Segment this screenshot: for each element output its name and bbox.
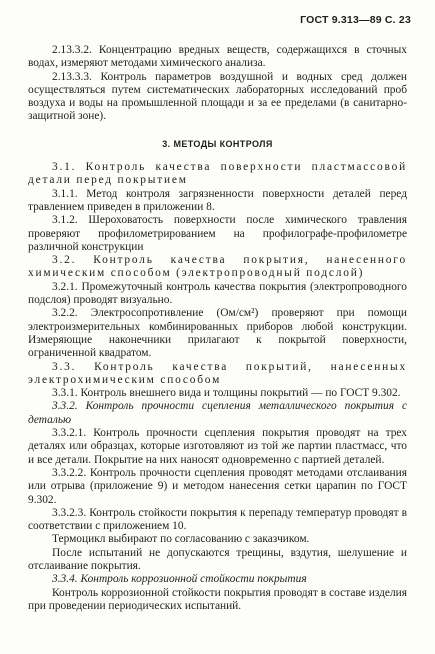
heading-3-3: 3.3. Контроль качества покрытий, нанесенных электрохимическим способом	[28, 360, 407, 386]
paragraph-thermocycle: Термоцикл выбирают по согласованию с заказчиком.	[52, 533, 310, 546]
paragraph-3-3-2-2: 3.3.2.2. Контроль прочности сцепления проводят методами отслаивания или отрыва (приложение 9) и методом нанесения сетки царапин по ГОСТ 9.302.	[28, 466, 407, 506]
heading-3-2: 3.2. Контроль качества покрытия, нанесенного химическим способом (электропроводный подслой)	[28, 254, 407, 280]
paragraph-3-2-2: 3.2.2. Электросопротивление (Ом/см²) проверяют при помощи электроизмерительных комбинированных приборов любой конструкции. Измеряющие наконечники прилагают к покрытой поверхности, ограниченной квадратом.	[28, 307, 407, 360]
paragraph-after-tests: После испытаний не допускаются трещины, вздутия, шелушение и отслаивание покрытия.	[28, 546, 407, 572]
heading-3-3-2: 3.3.2. Контроль прочности сцепления металлического покрытия с деталью	[28, 400, 407, 426]
paragraph-3-1-2: 3.1.2. Шероховатость поверхности после химического травления проверяют профилометрированием на профилографе-профилометре различной конструкции	[28, 214, 407, 253]
paragraph-3-3-2-3: 3.3.2.3. Контроль стойкости покрытия к перепаду температур проводят в соответствии с приложением 10.	[28, 506, 407, 533]
paragraph-2-13-3-2: 2.13.3.2. Концентрацию вредных веществ, содержащихся в сточных водах, измеряют методами химического анализа.	[28, 44, 407, 70]
paragraph-corrosion: Контроль коррозионной стойкости покрытия проводят в составе изделия при проведении периодических испытаний.	[28, 586, 407, 612]
heading-3-3-4: 3.3.4. Контроль коррозионной стойкости покрытия	[52, 573, 307, 586]
page-header: ГОСТ 9.313—89 С. 23	[300, 14, 411, 26]
section-title: 3. МЕТОДЫ КОНТРОЛЯ	[162, 138, 273, 149]
paragraph-2-13-3-3: 2.13.3.3. Контроль параметров воздушной и водных сред должен осуществляться путем систематических лабораторных исследований проб воздуха и воды на промышленной площади и за ее пределами (в санитарно-защитной зоне).	[28, 70, 407, 123]
document-body	[28, 44, 407, 613]
paragraph-3-3-2-1: 3.3.2.1. Контроль прочности сцепления покрытия проводят на трех деталях или образцах, которые изготовляют из той же партии пластмасс, что и все детали. Покрытие на них наносят одновременно с партией деталей.	[28, 427, 407, 466]
heading-3-1: 3.1. Контроль качества поверхности пластмассовой детали перед покрытием	[28, 161, 407, 187]
paragraph-3-1-1: 3.1.1. Метод контроля загрязненности поверхности деталей перед травлением приведен в приложении 8.	[28, 187, 407, 213]
paragraph-3-2-1: 3.2.1. Промежуточный контроль качества покрытия (электропроводного подслоя) проводят визуально.	[28, 280, 407, 307]
paragraph-3-3-1: 3.3.1. Контроль внешнего вида и толщины покрытий — по ГОСТ 9.302.	[52, 387, 401, 400]
